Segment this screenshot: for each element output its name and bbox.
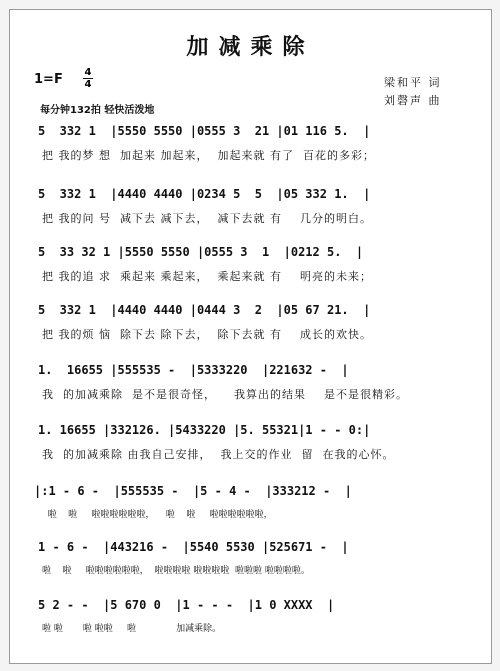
lyric-line-2: 把 我的问 号 减下去 减下去， 减下去就 有 几分的明白。 bbox=[42, 212, 372, 225]
tempo-marking: 每分钟132拍 轻快活泼地 bbox=[40, 105, 155, 116]
key-signature: 1=F bbox=[34, 72, 63, 87]
time-signature-top: 4 bbox=[84, 67, 92, 78]
notation-line-9: 5 2 - - |5 670 0 |1 - - - |1 0 XXXX | bbox=[38, 598, 335, 612]
notation-line-5: 1. 16655 |555535 - |5333220 |221632 - | bbox=[38, 363, 349, 377]
lyric-line-5: 我 的加减乘除 是不是很奇怪， 我算出的结果 是不是很精彩。 bbox=[42, 388, 408, 401]
lyric-line-1: 把 我的梦 想 加起来 加起来， 加起来就 有了 百花的多彩； bbox=[42, 149, 375, 162]
lyric-line-4: 把 我的烦 恼 除下去 除下去， 除下去就 有 成长的欢快。 bbox=[42, 328, 372, 341]
notation-line-7: |:1 - 6 - |555535 - |5 - 4 - |333212 - | bbox=[34, 484, 352, 498]
song-title: 加减乘除 bbox=[186, 34, 315, 60]
notation-line-8: 1 - 6 - |443216 - |5540 5530 |525671 - | bbox=[38, 540, 349, 554]
notation-line-2: 5 332 1 |4440 4440 |0234 5 5 |05 332 1. | bbox=[38, 187, 371, 201]
score-sheet bbox=[9, 9, 492, 664]
time-signature bbox=[82, 67, 94, 90]
notation-line-3: 5 33 32 1 |5550 5550 |0555 3 1 |0212 5. | bbox=[38, 245, 364, 259]
notation-line-1: 5 332 1 |5550 5550 |0555 3 21 |01 116 5. | bbox=[38, 124, 371, 138]
time-signature-bottom: 4 bbox=[84, 79, 92, 90]
lyric-line-7: 啦 啦 啦啦啦啦啦啦， 啦 啦 啦啦啦啦啦啦， bbox=[42, 510, 273, 520]
lyric-line-6: 我 的加减乘除 由我自己安排， 我上交的作业 留 在我的心怀。 bbox=[42, 448, 395, 461]
lyricist-credit: 梁和平 词 bbox=[384, 76, 442, 89]
notation-line-4: 5 332 1 |4440 4440 |0444 3 2 |05 67 21. | bbox=[38, 303, 371, 317]
lyric-line-3: 把 我的追 求 乘起来 乘起来， 乘起来就 有 明亮的未来； bbox=[42, 270, 372, 283]
notation-line-6: 1. 16655 |332126. |5433220 |5. 55321|1 - - 0:| bbox=[38, 423, 371, 437]
lyric-line-8: 啦 啦 啦啦啦啦啦啦， 啦啦啦啦 啦啦啦啦 啦啦啦 啦啦啦啦。 bbox=[42, 566, 310, 576]
composer-credit: 刘磬声 曲 bbox=[384, 94, 442, 107]
lyric-line-9: 啦 啦 啦 啦啦 啦 加减乘除。 bbox=[42, 624, 222, 634]
